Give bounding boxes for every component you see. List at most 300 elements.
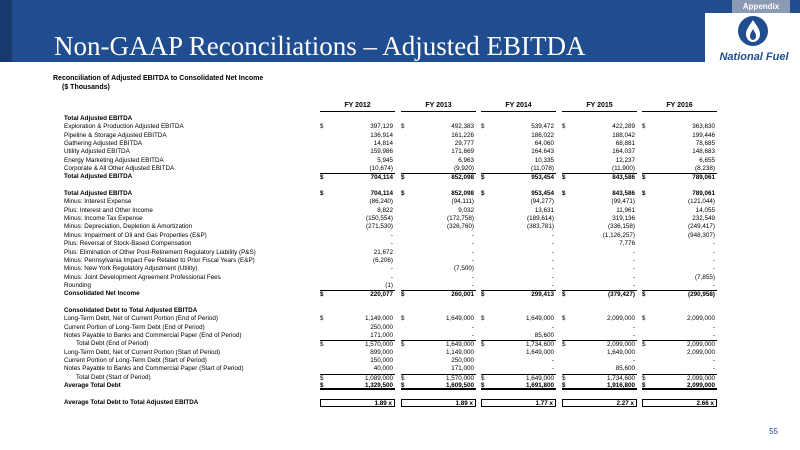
currency-symbol: $ [401,291,405,299]
value-cell [642,115,717,123]
currency-symbol: $ [401,341,405,349]
cell-value: - [632,248,635,256]
value-cell [401,207,476,215]
value-cell [481,240,556,248]
currency-symbol: $ [481,123,485,131]
table-row [64,123,752,131]
cell-value: 1,649,000 [445,315,474,323]
table-row [64,399,752,407]
value-cell [401,365,476,373]
value-cell [320,240,395,248]
table-row [64,265,752,273]
cell-value: 186,022 [531,131,554,139]
company-logo [705,13,800,71]
value-cell [642,165,717,173]
value-cell [320,265,395,273]
cell-value: 2,099,000 [686,382,715,389]
cell-value: 1,734,600 [525,341,554,349]
cell-value: (1,126,257) [602,231,635,239]
currency-symbol: $ [320,291,324,299]
cell-value: 14,814 [373,140,393,148]
value-cell [562,357,637,365]
value-cell [401,315,476,323]
row-label: Utility Adjusted EBITDA [64,148,130,156]
value-cell [401,115,476,123]
table-row [64,290,752,298]
value-cell [562,257,637,265]
value-cell [320,190,395,198]
value-cell [401,332,476,340]
year-header: FY 2012 [320,102,395,112]
value-cell [401,157,476,165]
cell-value: (172,758) [447,215,474,223]
cell-value: 85,600 [615,365,635,373]
value-cell [562,390,637,398]
cell-value: - [712,331,715,339]
currency-symbol: $ [642,123,646,131]
currency-symbol: $ [562,291,566,299]
value-cell [562,299,637,307]
value-cell [401,232,476,240]
year-header: FY 2016 [642,102,717,112]
table-title: Reconciliation of Adjusted EBITDA to Consolidated Net Income [53,75,264,82]
cell-value: (11,078) [531,165,554,173]
currency-symbol: $ [401,315,405,323]
value-cell [562,282,637,290]
cell-value: (99,471) [611,198,635,206]
value-cell [481,332,556,340]
value-cell [642,290,717,298]
currency-symbol: $ [401,190,405,198]
value-cell [320,307,395,315]
cell-value: 1,149,000 [445,348,474,356]
value-cell [320,198,395,206]
cell-value: - [632,281,635,289]
row-label: Minus: Joint Development Agreement Professional Fees [64,273,221,281]
cell-value: (379,427) [608,291,635,299]
value-cell [642,190,717,198]
cell-value: 260,001 [451,291,474,299]
value-cell [481,299,556,307]
appendix-tab: Appendix [732,0,790,13]
value-cell [481,198,556,206]
cell-value: - [551,323,554,331]
cell-value: - [712,323,715,331]
value-cell [481,123,556,131]
cell-value: (6,206) [373,256,393,264]
currency-symbol: $ [562,382,566,389]
value-cell [642,223,717,231]
table-row [64,274,752,282]
cell-value: - [551,231,554,239]
cell-value: - [471,231,474,239]
value-cell [562,374,637,382]
table-row [64,340,752,348]
cell-value: - [632,273,635,281]
table-row [64,140,752,148]
cell-value: 492,383 [451,123,474,131]
cell-value: 10,335 [534,156,554,164]
value-cell [401,249,476,257]
value-cell [481,132,556,140]
cell-value: 899,000 [370,348,393,356]
value-cell [481,190,556,198]
value-cell [401,148,476,156]
cell-value: 85,600 [534,331,554,339]
cell-value: 1.89 x [374,399,392,407]
table-body [64,115,752,407]
value-cell [401,282,476,290]
value-cell [642,349,717,357]
row-label: Consolidated Debt to Total Adjusted EBITDA [64,306,198,314]
row-label: Long-Term Debt, Net of Current Portion (Start of Period) [64,348,221,356]
currency-symbol: $ [320,374,324,382]
cell-value: 1,649,000 [525,374,554,382]
cell-value: (383,781) [527,223,554,231]
cell-value: 704,114 [370,190,393,198]
cell-value: 148,683 [692,148,715,156]
year-header: FY 2015 [562,102,637,112]
cell-value: - [390,231,393,239]
cell-value: (326,760) [447,223,474,231]
value-cell [642,399,717,407]
value-cell [320,299,395,307]
cell-value: (290,958) [688,291,715,299]
value-cell [320,282,395,290]
cell-value: - [551,265,554,273]
cell-value: 11,961 [616,206,635,214]
value-cell [562,165,637,173]
table-row [64,215,752,223]
cell-value: 1.89 x [455,399,473,407]
cell-value: 78,685 [695,140,715,148]
value-cell [320,140,395,148]
value-cell [481,249,556,257]
table-row [64,390,752,398]
page-title: Non-GAAP Reconciliations – Adjusted EBITDA [54,31,586,61]
cell-value: - [471,323,474,331]
value-cell [481,215,556,223]
cell-value: - [551,281,554,289]
cell-value: (336,158) [608,223,635,231]
value-cell [481,365,556,373]
table-header [64,102,752,115]
currency-symbol: $ [481,382,485,389]
cell-value: 1,609,500 [445,382,474,389]
value-cell [481,115,556,123]
logo-wordmark: National Fuel [719,51,789,63]
cell-value: 1,570,000 [445,374,474,382]
value-cell [642,299,717,307]
row-label: Plus: Interest and Other Income [64,206,153,214]
currency-symbol: $ [642,374,646,382]
value-cell [642,123,717,131]
table-row [64,349,752,357]
header-accent-strip [0,0,12,62]
page-number: 55 [769,427,778,436]
value-cell [642,357,717,365]
cell-value: 1,329,500 [364,382,393,389]
value-cell [481,324,556,332]
value-cell [562,290,637,298]
value-cell [401,190,476,198]
cell-value: - [471,240,474,248]
row-label: Gathering Adjusted EBITDA [64,140,143,148]
value-cell [320,207,395,215]
cell-value: 299,413 [531,291,554,299]
cell-value: - [632,331,635,339]
row-label: Corporate & All Other Adjusted EBITDA [64,165,175,173]
cell-value: 852,098 [451,174,474,182]
value-cell [320,365,395,373]
cell-value: (11,900) [612,165,635,173]
value-cell [320,349,395,357]
value-cell [562,207,637,215]
cell-value: - [712,356,715,364]
table-row [64,198,752,206]
cell-value: - [551,248,554,256]
currency-symbol: $ [320,341,324,349]
value-cell [320,215,395,223]
cell-value: (8,238) [695,165,715,173]
value-cell [562,140,637,148]
value-cell [481,399,556,407]
cell-value: 363,830 [692,123,715,131]
value-cell [642,132,717,140]
value-cell [481,349,556,357]
row-label: Total Debt (End of Period) [76,340,149,348]
cell-value: 2.27 x [616,399,634,407]
currency-symbol: $ [481,174,485,182]
value-cell [562,190,637,198]
value-cell [401,357,476,365]
table-row [64,223,752,231]
value-cell [481,140,556,148]
table-row [64,132,752,140]
currency-symbol: $ [401,174,405,182]
value-cell [401,240,476,248]
value-cell [642,374,717,382]
value-cell [401,182,476,190]
currency-symbol: $ [642,382,646,389]
table-row [64,299,752,307]
value-cell [562,148,637,156]
row-label: Total Adjusted EBITDA [64,190,133,198]
value-cell [562,232,637,240]
cell-value: (1) [385,281,393,289]
cell-value: - [632,256,635,264]
value-cell [642,207,717,215]
cell-value: 232,549 [692,215,715,223]
currency-symbol: $ [562,315,566,323]
cell-value: 159,986 [370,148,393,156]
table-row [64,257,752,265]
currency-symbol: $ [562,174,566,182]
value-cell [320,390,395,398]
value-cell [320,132,395,140]
value-cell [401,165,476,173]
value-cell [642,365,717,373]
value-cell [481,382,556,390]
currency-symbol: $ [642,291,646,299]
cell-value: 2,099,000 [686,315,715,323]
cell-value: 188,042 [612,131,635,139]
cell-value: 2,099,000 [686,341,715,349]
value-cell [562,324,637,332]
value-cell [562,240,637,248]
cell-value: 1,734,600 [606,374,635,382]
row-label: Minus: Income Tax Expense [64,215,143,223]
value-cell [401,307,476,315]
currency-symbol: $ [401,374,405,382]
value-cell [401,198,476,206]
value-cell [481,340,556,348]
value-cell [562,182,637,190]
table-row [64,357,752,365]
value-cell [562,307,637,315]
currency-symbol: $ [562,341,566,349]
currency-symbol: $ [642,190,646,198]
value-cell [320,274,395,282]
cell-value: 29,777 [454,140,474,148]
currency-symbol: $ [481,374,485,382]
value-cell [401,374,476,382]
currency-symbol: $ [401,123,405,131]
cell-value: - [712,281,715,289]
value-cell [481,282,556,290]
value-cell [642,249,717,257]
value-cell [642,382,717,390]
value-cell [481,232,556,240]
value-cell [481,357,556,365]
cell-value: 220,077 [370,291,393,299]
cell-value: 150,000 [370,356,393,364]
row-label: Minus: Depreciation, Depletion & Amortization [64,223,193,231]
cell-value: - [712,365,715,373]
cell-value: 64,060 [534,140,554,148]
row-label: Total Adjusted EBITDA [64,173,133,181]
table-row [64,315,752,323]
row-label: Notes Payable to Banks and Commercial Paper (Start of Period) [64,365,244,373]
value-cell [320,249,395,257]
currency-symbol: $ [481,291,485,299]
value-cell [562,382,637,390]
cell-value: 6,655 [699,156,715,164]
cell-value: 1,149,000 [364,315,393,323]
cell-value: - [471,248,474,256]
value-cell [401,257,476,265]
value-cell [642,390,717,398]
value-cell [401,274,476,282]
value-cell [401,140,476,148]
value-cell [642,157,717,165]
table-row [64,157,752,165]
cell-value: 13,631 [534,206,554,214]
row-label: Minus: New York Regulatory Adjustment (Utility) [64,265,198,273]
row-label: Total Debt (Start of Period) [76,373,151,381]
value-cell [562,399,637,407]
value-cell [401,290,476,298]
table-row [64,382,752,390]
cell-value: 422,289 [612,123,635,131]
cell-value: 1,089,000 [364,374,393,382]
value-cell [481,257,556,265]
value-cell [320,374,395,382]
cell-value: 319,136 [612,215,635,223]
value-cell [481,207,556,215]
cell-value: - [471,331,474,339]
cell-value: - [632,356,635,364]
table-row [64,240,752,248]
value-cell [562,173,637,181]
row-label: Energy Marketing Adjusted EBITDA [64,156,164,164]
value-cell [401,399,476,407]
currency-symbol: $ [320,190,324,198]
table-row [64,148,752,156]
table-row [64,374,752,382]
currency-symbol: $ [481,341,485,349]
cell-value: 1,649,000 [606,348,635,356]
cell-value: (86,240) [369,198,393,206]
value-cell [562,274,637,282]
currency-symbol: $ [642,341,646,349]
value-cell [481,290,556,298]
value-cell [320,115,395,123]
value-cell [562,132,637,140]
cell-value: 40,000 [373,365,393,373]
cell-value: (94,111) [451,198,474,206]
cell-value: - [390,273,393,281]
value-cell [642,182,717,190]
cell-value: 2,099,000 [606,315,635,323]
cell-value: - [471,273,474,281]
value-cell [642,340,717,348]
cell-value: 704,114 [370,174,393,182]
cell-value: 1,570,000 [364,341,393,349]
row-label: Average Total Debt to Total Adjusted EBITDA [64,398,199,406]
value-cell [562,157,637,165]
value-cell [401,299,476,307]
value-cell [401,324,476,332]
cell-value: 171,000 [370,331,393,339]
row-label: Minus: Impairment of Oil and Gas Properties (E&P) [64,231,207,239]
value-cell [401,173,476,181]
cell-value: (271,530) [366,223,393,231]
cell-value: - [390,265,393,273]
cell-value: 1,691,800 [525,382,554,389]
value-cell [642,232,717,240]
cell-value: 2,099,000 [686,374,715,382]
cell-value: (249,417) [688,223,715,231]
value-cell [562,349,637,357]
currency-symbol: $ [481,190,485,198]
value-cell [401,349,476,357]
cell-value: 7,776 [619,240,635,248]
row-label: Minus: Interest Expense [64,198,132,206]
cell-value: 843,586 [612,190,635,198]
cell-value: (189,614) [527,215,554,223]
value-cell [320,123,395,131]
cell-value: - [390,240,393,248]
cell-value: 164,643 [531,148,554,156]
cell-value: 6,963 [458,156,474,164]
value-cell [320,173,395,181]
table-row [64,182,752,190]
cell-value: 1,916,800 [606,382,635,389]
cell-value: - [712,265,715,273]
currency-symbol: $ [320,315,324,323]
reconciliation-table [64,102,752,407]
